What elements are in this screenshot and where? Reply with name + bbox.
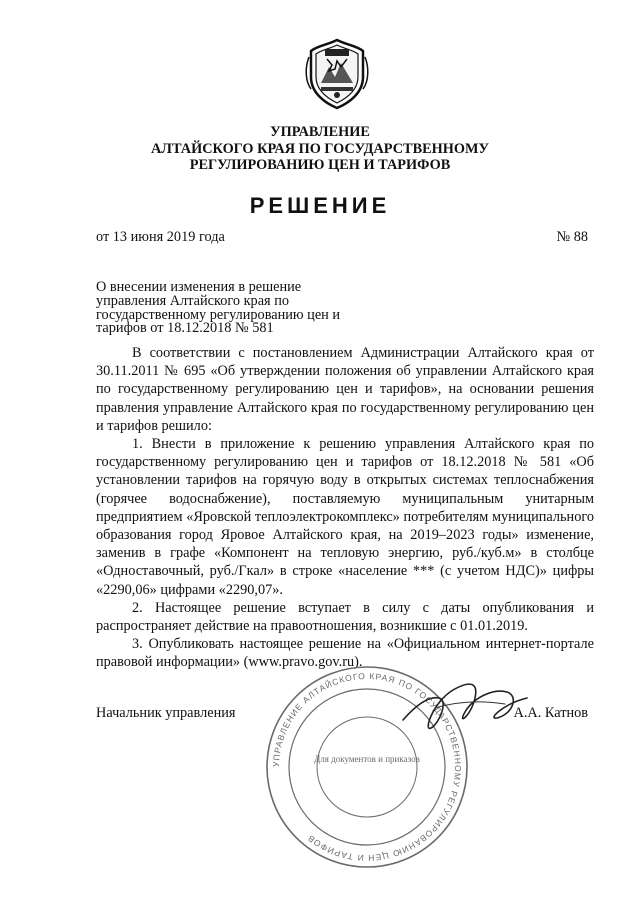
document-number: № 88: [556, 229, 588, 245]
org-title-line-1: УПРАВЛЕНИЕ: [270, 124, 370, 140]
document-subject: [96, 281, 354, 336]
altai-coat-of-arms-icon: [305, 37, 369, 111]
signer-position: Начальник управления: [96, 705, 236, 721]
signer-name: А.А. Катнов: [513, 705, 588, 721]
document-date: от 13 июня 2019 года: [96, 229, 225, 245]
subject-line: О внесении изменения в решение: [96, 279, 302, 295]
clause-2-paragraph: 2. Настоящее решение вступает в силу с даты опубликования и распространяет действие на правоотношения, возникшие с 01.01.2019.: [96, 599, 594, 635]
org-title-line-3: РЕГУЛИРОВАНИЮ ЦЕН И ТАРИФОВ: [189, 157, 451, 173]
organization-title: [0, 124, 640, 174]
preamble-paragraph: В соответствии с постановлением Администрации Алтайского края от 30.11.2011 № 695 «Об утверждении положения об управлении Алтайского края по государственному регулированию цен и тарифов», на основании решения правления управление Алтайского края по государственному регулированию цен и тарифов решило:: [96, 345, 594, 434]
subject-line: государственному регулированию цен и: [96, 306, 341, 323]
seal-center-text: Для документов и приказов: [314, 754, 420, 764]
org-title-line-2: АЛТАЙСКОГО КРАЯ ПО ГОСУДАРСТВЕННОМУ: [150, 140, 489, 157]
document-type-heading: РЕШЕНИЕ: [249, 193, 391, 218]
clause-3-paragraph: 3. Опубликовать настоящее решение на «Официальном интернет-портале правовой информации» (www.pravo.gov.ru).: [96, 636, 594, 671]
clause-1-paragraph: 1. Внести в приложение к решению управления Алтайского края по государственному регулированию цен и тарифов от 18.12.2018 № 581 «Об установлении тарифов на горячую воду в открытых системах теплоснабжения (горячее водоснабжение), поставляемую муниципальным унитарным предприятием «Яровской теплоэлектрокомплекс» потребителям муниципального образования город Яровое Алтайского края, на 2019–2023 годы» изменение, заменив в графе «Компонент на тепловую энергию, руб./куб.м» в столбце «Одноставочный, руб./Гкал» в строке «население *** (с учетом НДС)» цифры «2290,06» цифрами «2290,07».: [96, 436, 594, 598]
handwritten-signature-icon: [395, 668, 535, 748]
subject-line: управления Алтайского края по: [96, 292, 290, 309]
document-body: [96, 344, 594, 672]
seal-ring-text: УПРАВЛЕНИЕ АЛТАЙСКОГО КРАЯ ПО ГОСУДАРСТВЕННОМУ РЕГУЛИРОВАНИЮ ЦЕН И ТАРИФОВ: [270, 670, 464, 864]
subject-line: тарифов от 18.12.2018 № 581: [96, 320, 274, 337]
